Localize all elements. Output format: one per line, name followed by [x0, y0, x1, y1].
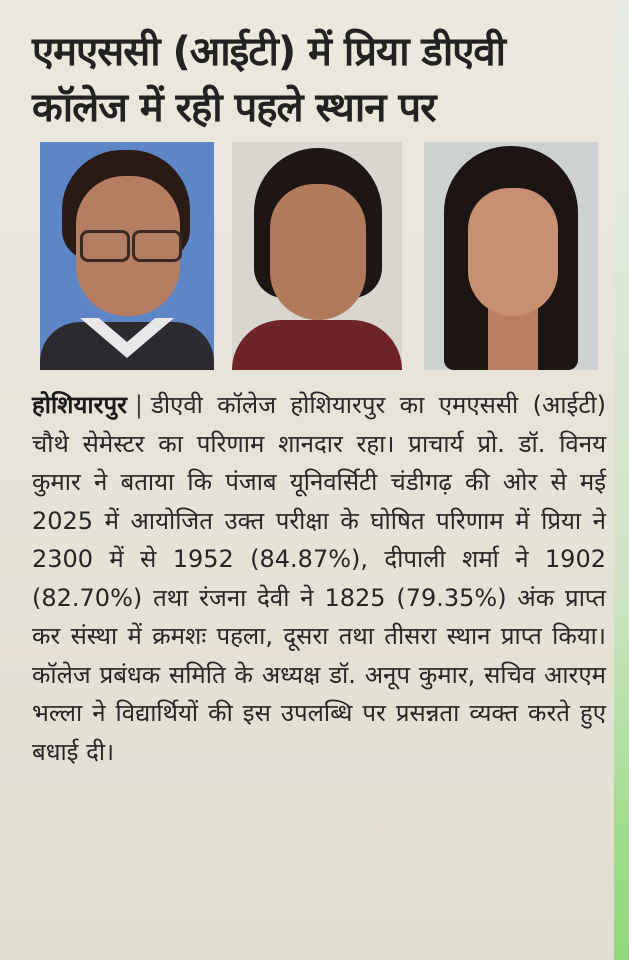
headline: एमएससी (आईटी) में प्रिया डीएवी कॉलेज में रही पहले स्थान पर [32, 29, 505, 131]
student-photo-2 [232, 142, 402, 370]
photo-row [40, 142, 600, 370]
student-photo-1 [40, 142, 214, 370]
article-body [32, 386, 606, 771]
dateline-separator: | [134, 391, 143, 419]
article-text: डीएवी कॉलेज होशियारपुर का एमएससी (आईटी) चौथे सेमेस्टर का परिणाम शानदार रहा। प्राचार्य प्रो. डॉ. विनय कुमार ने बताया कि पंजाब यूनिवर्सिटी चंडीगढ़ की ओर से मई 2025 में आयोजित उक्त परीक्षा के घोषित परिणाम में प्रिया ने 2300 में से 1952 (84.87%), दीपाली शर्मा ने 1902 (82.70%) तथा रंजना देवी ने 1825 (79.35%) अंक प्राप्त कर संस्था में क्रमशः पहला, दूसरा तथा तीसरा स्थान प्राप्त किया। कॉलेज प्रबंधक समिति के अध्यक्ष डॉ. अनूप कुमार, सचिव आरएम भल्ला ने विद्यार्थियों की इस उपलब्धि पर प्रसन्नता व्यक्त करते हुए बधाई दी। [32, 391, 606, 766]
background-edge [614, 0, 629, 960]
student-photo-3 [424, 142, 598, 370]
dateline: होशियारपुर [32, 391, 127, 419]
